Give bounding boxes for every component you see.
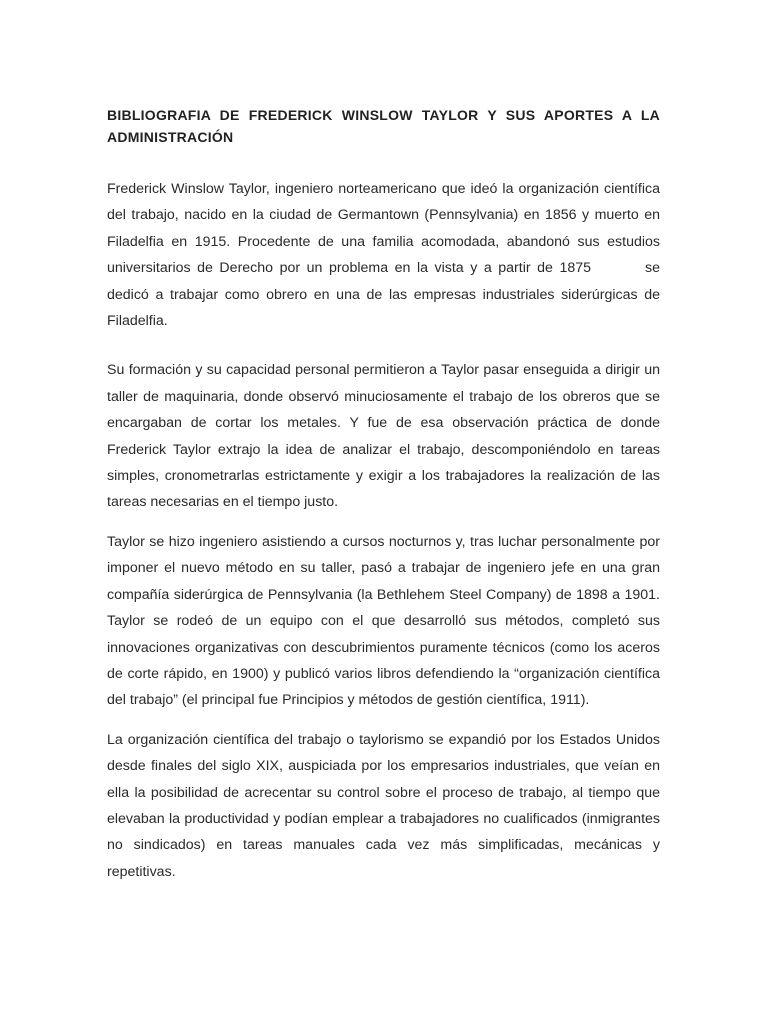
paragraph-2: Su formación y su capacidad personal permitieron a Taylor pasar enseguida a dirigir un taller de maquinaria, donde observó minuciosamente el trabajo de los obreros que se encargaban de cortar los metales. Y fue de esa observación práctica de donde Frederick Taylor extrajo la idea de analizar el trabajo, descomponiéndolo en tareas simples, cronometrarlas estrictamente y exigir a los trabajadores la realización de las tareas necesarias en el tiempo justo.: [107, 362, 660, 511]
paragraph-4: La organización científica del trabajo o taylorismo se expandió por los Estados Unidos desde finales del siglo XIX, auspiciada por los empresarios industriales, que veían en ella la posibilidad de acrecentar su control sobre el proceso de trabajo, al tiempo que elevaban la productividad y podían emplear a trabajadores no cualificados (inmigrantes no sindicados) en tareas manuales cada vez más simplificadas, mecánicas y repetitivas.: [107, 731, 660, 880]
paragraph-1: [107, 176, 660, 334]
document-page: [107, 104, 660, 885]
paragraph-3: Taylor se hizo ingeniero asistiendo a cursos nocturnos y, tras luchar personalmente por imponer el nuevo método en su taller, pasó a trabajar de ingeniero jefe en una gran compañía siderúrgica de Pennsylvania (la Bethlehem Steel Company) de 1898 a 1901. Taylor se rodeó de un equipo con el que desarrolló sus métodos, completó sus innovaciones organizativas con descubrimientos puramente técnicos (como los aceros de corte rápido, en 1900) y publicó varios libros defendiendo la “organización científica del trabajo” (el principal fue Principios y métodos de gestión científica, 1911).: [107, 533, 660, 709]
document-title: BIBLIOGRAFIA DE FREDERICK WINSLOW TAYLOR Y SUS APORTES A LA ADMINISTRACIÓN: [107, 107, 660, 145]
paragraph-1-text-b: se dedicó a trabajar como obrero en una de las empresas industriales siderúrgicas de Filadelfia.: [107, 260, 660, 330]
paragraph-1-text-a: Frederick Winslow Taylor, ingeniero norteamericano que ideó la organización científica del trabajo, nacido en la ciudad de Germantown (Pennsylvania) en 1856 y muerto en Filadelfia en 1915. Procedente de una familia acomodada, abandonó sus estudios universitarios de Derecho por un problema en la vista y a partir de 1875: [107, 181, 660, 277]
